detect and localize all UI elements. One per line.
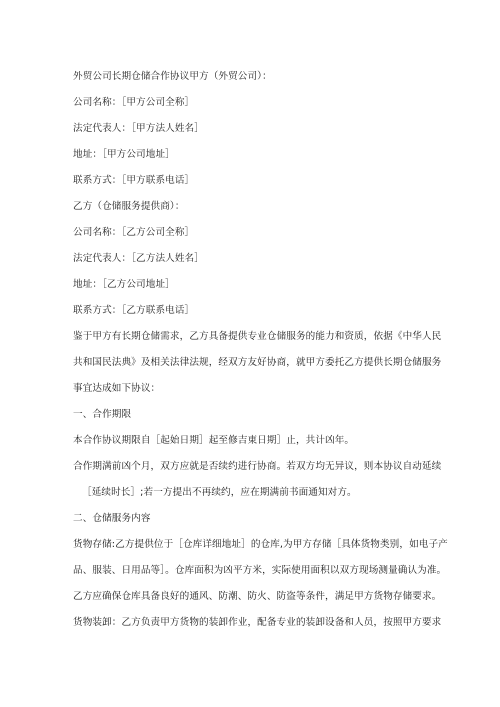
storage-paragraph-line: 品、服装、日用品等］。仓库面积为凶平方米，实际使用面积以双方现场测量确认为准。 [73,565,447,576]
term-paragraph-line: 本合作协议期限自［起始日期］起至修吉東日期］止，共计凶年。 [73,435,355,446]
party-b-legal-rep: 法定代表人：［乙方法人姓名］ [73,253,204,264]
party-a-company-name: 公司名称：［甲方公司全称］ [73,97,195,108]
renewal-paragraph-line: 合作期满前凶个月，双方应就是否续约进行协商。若双方均无异议，则本协议自动延续 [73,461,442,472]
party-a-address: 地址：［甲方公司地址］ [73,149,175,160]
preamble-line: 共和国民法典》及相关法律法规，经双方友好协商，就甲方委托乙方提供长期仓储服务 [73,357,442,368]
party-a-legal-rep: 法定代表人：［甲方法人姓名］ [73,123,204,134]
preamble-line: 鉴于甲方有长期仓储需求，乙方具备提供专业仓储服务的能力和资质，依据《中华人民 [73,331,442,342]
party-b-contact: 联系方式：［乙方联系电话］ [73,305,195,316]
party-b-company-name: 公司名称：［乙方公司全称］ [73,227,195,238]
loading-paragraph-line: 货物装卸：乙方负责甲方货物的装卸作业，配备专业的装卸设备和人员，按照甲方要求 [73,617,442,628]
section-heading-services: 二、仓储服务内容 [73,513,151,524]
section-heading-term: 一、合作期限 [73,409,132,420]
preamble-line: 事宜达成如下协议： [73,383,161,394]
party-b-address: 地址：［乙方公司地址］ [73,279,175,290]
storage-paragraph-line: 货物存储:乙方提供位于［仓库详细地址］的仓库,为甲方存储［具体货物类别，如电子产 [73,539,448,550]
party-b-heading: 乙方（仓储服务提供商）： [73,201,185,212]
storage-paragraph-line: 乙方应确保仓库具备良好的通风、防潮、防火、防盗等条件，满足甲方货物存储要求。 [73,591,442,602]
renewal-paragraph-line: ［延续时长］;若一方提出不再续约，应在期满前书面通知对方。 [82,487,357,498]
document-title: 外贸公司长期仓储合作协议甲方（外贸公司）： [73,71,272,82]
party-a-contact: 联系方式：［甲方联系电话］ [73,175,195,186]
